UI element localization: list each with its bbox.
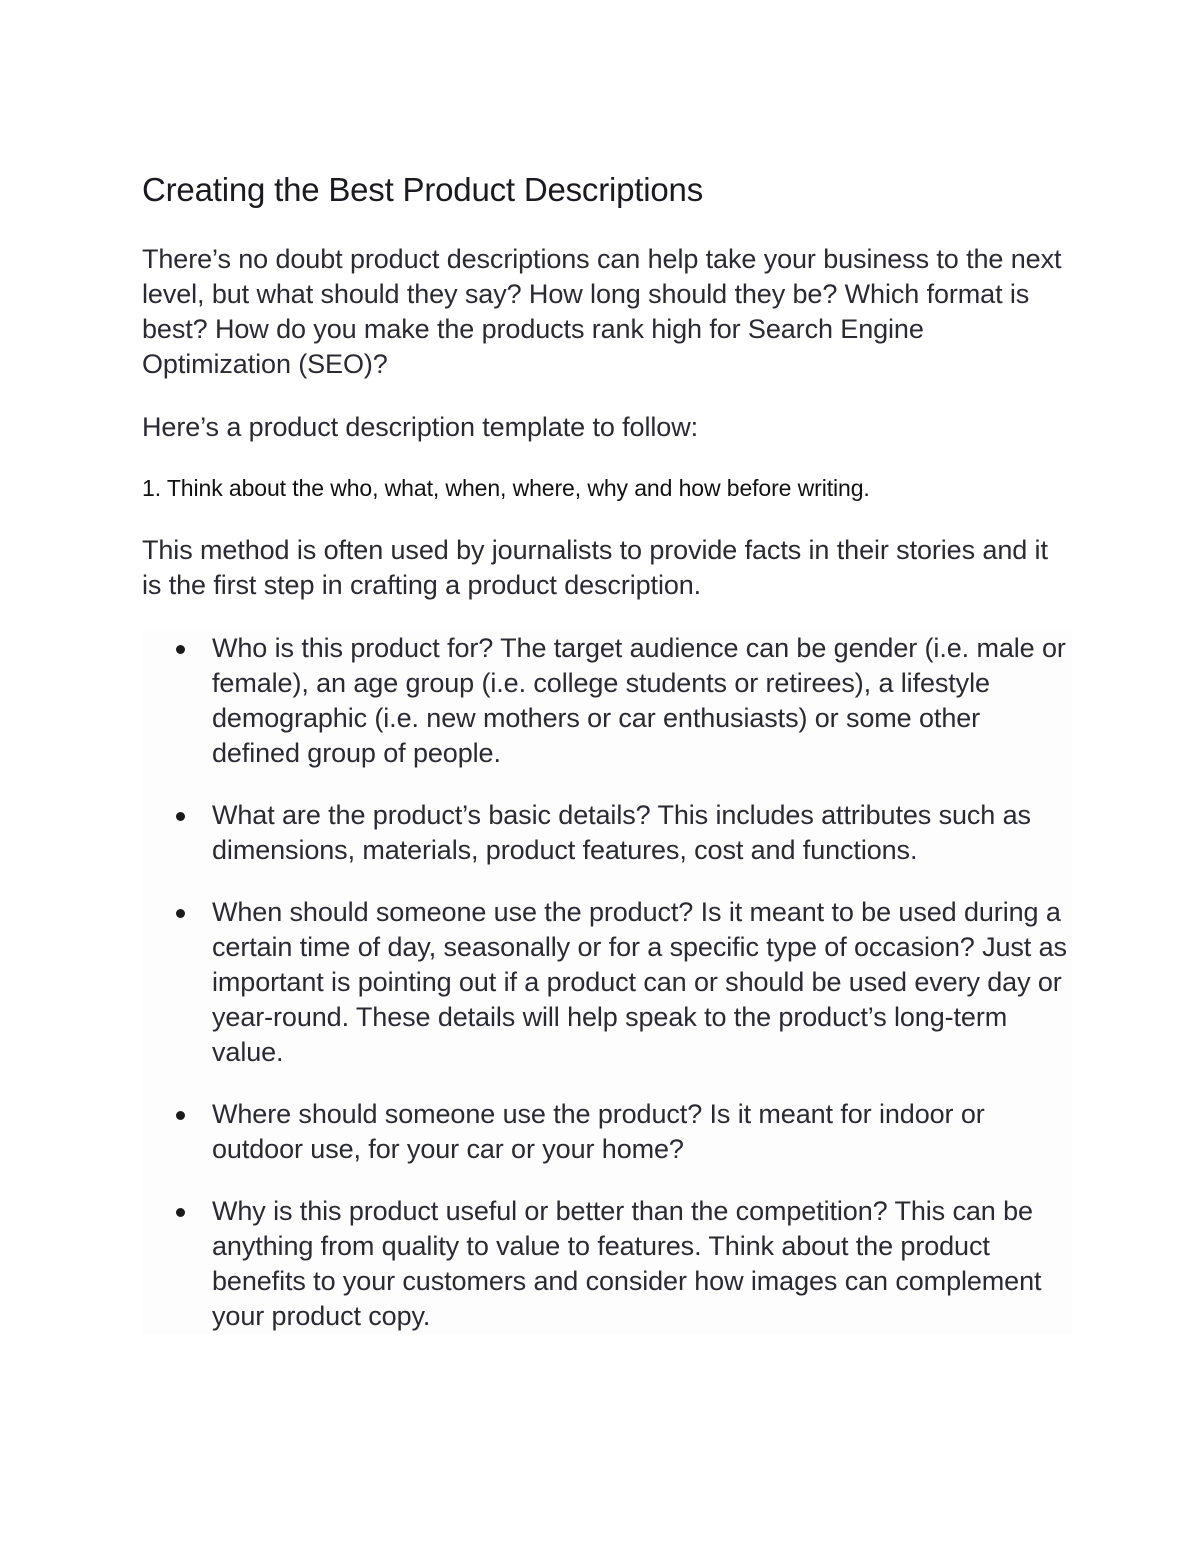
bullet-dot-icon <box>176 909 185 918</box>
intro-paragraph: There’s no doubt product descriptions can help take your business to the next level, but what should they say? How long should they be? Which format is best? How do you make the products rank high for Search Engine Optimization (SEO)? <box>142 244 1062 379</box>
bullet-item-when <box>142 895 1072 1070</box>
question-bullet-list <box>142 631 1072 1334</box>
bullet-item-why <box>142 1194 1072 1334</box>
bullet-item-what <box>142 798 1072 868</box>
bullet-dot-icon <box>176 812 185 821</box>
method-paragraph: This method is often used by journalists to provide facts in their stories and it is the first step in crafting a product description. <box>142 535 1048 600</box>
bullet-text-when: When should someone use the product? Is it meant to be used during a certain time of day, seasonally or for a specific type of occasion? Just as important is pointing out if a product can or should be used every day or year-round. These details will help speak to the product’s long-term value. <box>212 897 1067 1067</box>
bullet-text-who: Who is this product for? The target audience can be gender (i.e. male or female), an age group (i.e. college students or retirees), a lifestyle demographic (i.e. new mothers or car enthusiasts) or some other defined group of people. <box>212 633 1066 768</box>
bullet-item-who <box>142 631 1072 771</box>
bullet-text-where: Where should someone use the product? Is it meant for indoor or outdoor use, for your car or your home? <box>212 1099 985 1164</box>
bullet-text-why: Why is this product useful or better than the competition? This can be anything from quality to value to features. Think about the product benefits to your customers and consider how images can complement your product copy. <box>212 1196 1042 1331</box>
document-content <box>142 170 1072 1361</box>
bullet-dot-icon <box>176 645 185 654</box>
bullet-dot-icon <box>176 1208 185 1217</box>
document-title: Creating the Best Product Descriptions <box>142 171 704 208</box>
step-1-heading: 1. Think about the who, what, when, where, why and how before writing. <box>142 475 870 501</box>
template-intro-paragraph: Here’s a product description template to follow: <box>142 412 698 442</box>
bullet-dot-icon <box>176 1111 185 1120</box>
bullet-text-what: What are the product’s basic details? This includes attributes such as dimensions, materials, product features, cost and functions. <box>212 800 1031 865</box>
bullet-item-where <box>142 1097 1072 1167</box>
